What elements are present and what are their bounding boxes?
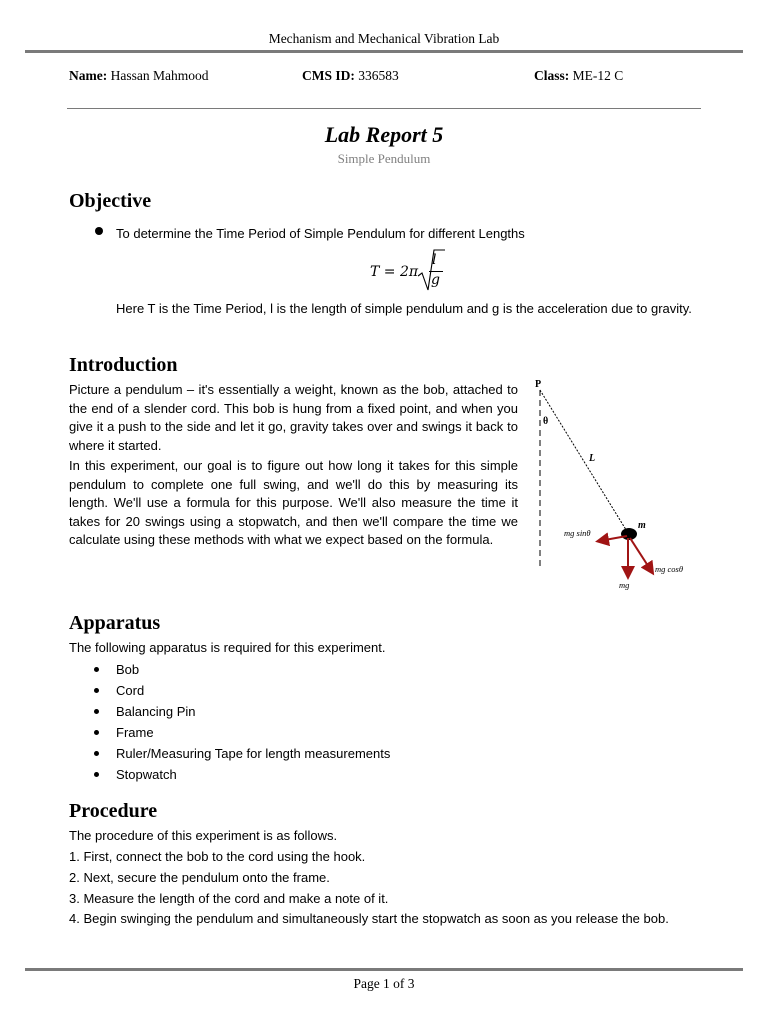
list-bullet-icon xyxy=(94,688,99,693)
name-value: Hassan Mahmood xyxy=(110,68,209,83)
page-number: Page 1 of 3 xyxy=(353,976,415,991)
cms-value: 336583 xyxy=(358,68,399,83)
formula-explanation: Here T is the Time Period, l is the length of simple pendulum and g is the acceleration due to gravity. xyxy=(116,301,692,316)
report-subtitle: Simple Pendulum xyxy=(337,151,431,166)
pivot-label: P xyxy=(535,379,542,390)
mass-label: m xyxy=(638,520,646,531)
apparatus-item: Frame xyxy=(116,725,154,740)
procedure-heading: Procedure xyxy=(69,800,158,822)
pendulum-cord xyxy=(540,390,628,533)
procedure-step: 4. Begin swinging the pendulum and simultaneously start the stopwatch as soon as you release the bob. xyxy=(69,911,669,926)
pendulum-figure xyxy=(530,378,710,593)
formula-numerator: l xyxy=(432,252,437,268)
weight-label: mg xyxy=(619,580,630,590)
cms-label: CMS ID: xyxy=(302,68,355,83)
footer-divider xyxy=(25,968,743,971)
list-bullet-icon xyxy=(94,730,99,735)
class-label: Class: xyxy=(534,68,570,83)
radial-force-arrow xyxy=(630,538,652,572)
apparatus-heading: Apparatus xyxy=(69,612,161,634)
report-title: Lab Report 5 xyxy=(324,122,444,147)
angle-label: θ xyxy=(543,416,549,427)
running-header: Mechanism and Mechanical Vibration Lab xyxy=(268,31,500,46)
apparatus-item: Bob xyxy=(116,662,140,677)
objective-bullet-text: To determine the Time Period of Simple Pendulum for different Lengths xyxy=(116,226,525,241)
name-label: Name: xyxy=(69,68,108,83)
pendulum-diagram xyxy=(530,378,710,593)
info-divider xyxy=(67,108,701,109)
formula-lhs: T = 2π xyxy=(370,264,419,280)
introduction-heading: Introduction xyxy=(69,354,178,376)
student-name xyxy=(69,68,208,84)
apparatus-item: Cord xyxy=(116,683,145,698)
list-bullet-icon xyxy=(94,709,99,714)
force-sin-label: mg sinθ xyxy=(564,528,591,538)
objective-heading: Objective xyxy=(69,190,152,212)
list-bullet-icon xyxy=(94,772,99,777)
procedure-step: 1. First, connect the bob to the cord using the hook. xyxy=(69,849,366,864)
bullet-icon xyxy=(95,227,103,235)
intro-paragraph-2: In this experiment, our goal is to figure out how long it takes for this simple pendulum to complete one full swing, and we'll do this by measuring its length. We'll use a formula for this purpose. We'll also measure the time it takes for 20 swings using a stopwatch, and then we'll compare the time we calculate using these methods with what we expect based on the formula. xyxy=(69,458,518,547)
procedure-intro: The procedure of this experiment is as follows. xyxy=(69,828,338,843)
procedure-step: 3. Measure the length of the cord and make a note of it. xyxy=(69,891,389,906)
class-value: ME-12 C xyxy=(572,68,624,83)
apparatus-item: Balancing Pin xyxy=(116,704,196,719)
list-bullet-icon xyxy=(94,751,99,756)
force-cos-label: mg cosθ xyxy=(655,564,684,574)
apparatus-item: Stopwatch xyxy=(116,767,177,782)
length-label: L xyxy=(589,453,596,464)
apparatus-item: Ruler/Measuring Tape for length measurements xyxy=(116,746,391,761)
intro-paragraph-1: Picture a pendulum – it's essentially a weight, known as the bob, attached to the end of a slender cord. This bob is hung from a fixed point, and when you give it a push to the side and let it go, gravity takes over and swings it back to where it started. xyxy=(69,382,518,453)
tangential-force-arrow xyxy=(599,536,627,541)
class-info xyxy=(534,68,623,84)
list-bullet-icon xyxy=(94,667,99,672)
procedure-step: 2. Next, secure the pendulum onto the frame. xyxy=(69,870,330,885)
header-divider xyxy=(25,50,743,53)
cms-id xyxy=(302,68,399,84)
formula-denominator: g xyxy=(431,272,440,288)
apparatus-intro: The following apparatus is required for this experiment. xyxy=(69,640,386,655)
